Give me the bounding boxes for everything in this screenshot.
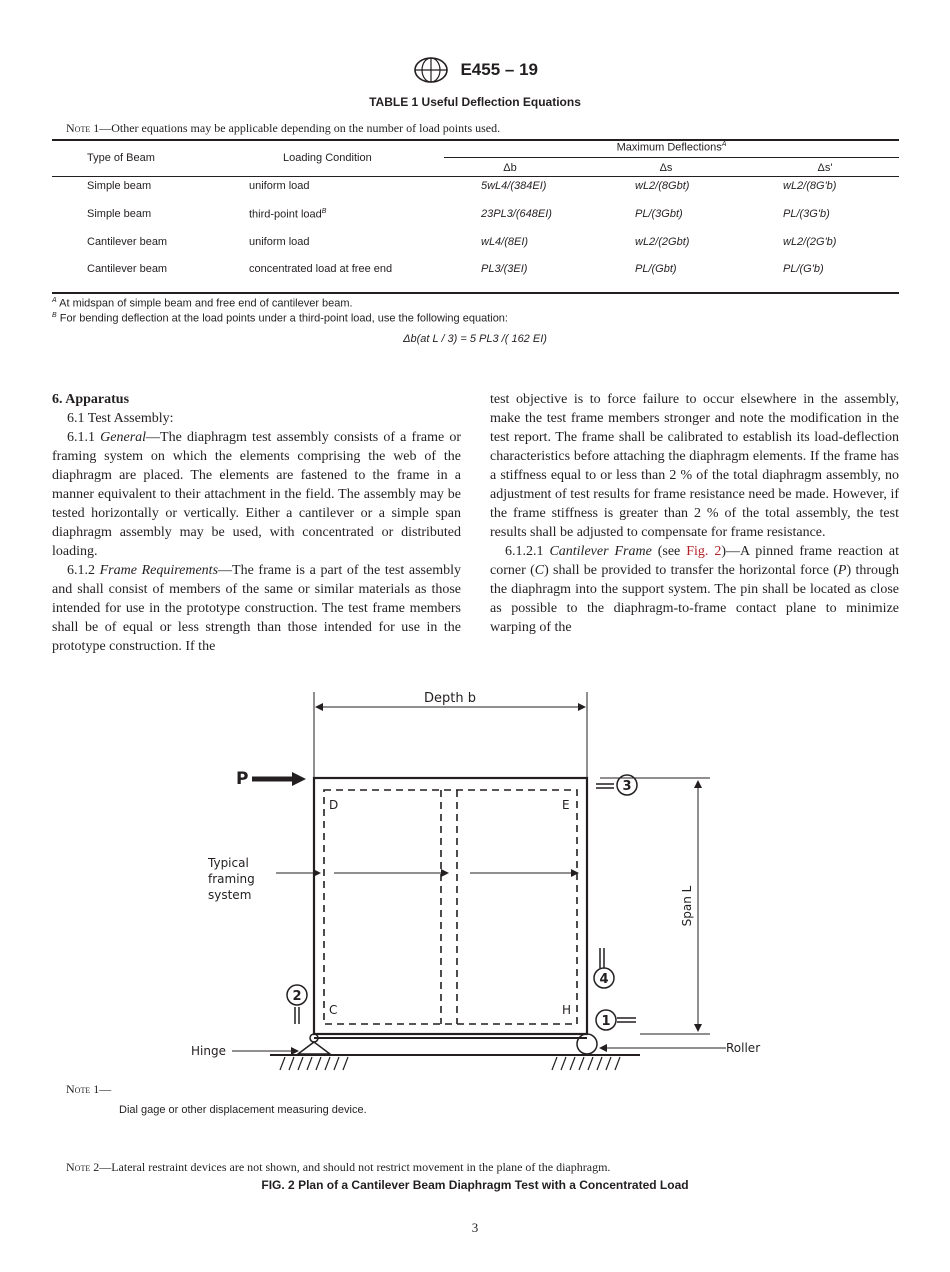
framing-system-dashed	[324, 790, 577, 1024]
col-header-type: Type of Beam	[87, 152, 155, 164]
row1-loading: uniform load	[249, 180, 310, 192]
p611-text: —The diaphragm test assembly consists of a frame or framing system on which the elements comprising the web of the diaphragm are placed. The elements are fastened to the frame in a manner equivalent to their attachment in the field. The assembly may be tested horizontally or vertically. Either a cantilever or a simple span diaphragm assembly may be used, with concentrated or distributed loading.	[52, 430, 461, 559]
footnote-b-text: For bending deflection at the load points under a third-point load, use the following equation:	[59, 312, 508, 325]
table-note-text: —Other equations may be applicable depending on the number of load points used.	[99, 121, 501, 135]
figure-note-2-text: —Lateral restraint devices are not shown, and should not restrict movement in the plane of the diaphragm.	[99, 1160, 611, 1174]
figure-caption: FIG. 2 Plan of a Cantilever Beam Diaphragm Test with a Concentrated Load	[261, 1178, 689, 1192]
row2-db: 23PL3/(648EI)	[481, 208, 552, 220]
dial-gage-description: Dial gage or other displacement measuring device.	[119, 1104, 367, 1116]
corner-d: D	[329, 798, 339, 812]
row3-ds2: wL2/(2G'b)	[783, 236, 837, 248]
p6121-b: ) shall be provided to transfer the horizontal force (	[544, 563, 838, 578]
figure-2-diagram	[0, 680, 950, 1080]
frame-outline	[314, 778, 587, 1034]
subsection-6-1	[52, 409, 461, 428]
corner-c: C	[329, 1003, 338, 1017]
hinge-label: Hinge	[191, 1044, 226, 1058]
p6121-c: C	[534, 563, 545, 578]
gauge-4-label: 4	[599, 972, 609, 987]
row2-type: Simple beam	[87, 208, 152, 220]
col-header-db: Δb	[503, 162, 517, 174]
row3-db: wL4/(8EI)	[481, 236, 529, 248]
footnote-b	[52, 312, 508, 325]
figure-note-1-label: Note 1	[66, 1082, 100, 1096]
p612-text: —The frame is a part of the test assembly and shall consist of members of the same or similar materials as those intended for use in the prototype construction. The test frame members shall be of equal or less strength than those intended for use in the prototype construction. If the	[52, 563, 461, 654]
row3-type: Cantilever beam	[87, 236, 168, 248]
row1-type: Simple beam	[87, 180, 152, 192]
table-header-rule	[52, 176, 899, 177]
row1-ds2: wL2/(8G'b)	[783, 180, 837, 192]
p6121-rest: ) through the diaphragm into the support system. The pin shall be located as close as possible to the diaphragm-to-frame contact plane to minimize warping of the	[490, 563, 899, 635]
row1-db: 5wL4/(384EI)	[481, 180, 547, 192]
paragraph-6-1-2-1	[490, 542, 899, 637]
right-column	[490, 390, 899, 637]
row3-loading: uniform load	[249, 236, 310, 248]
gauge-3-label: 3	[622, 779, 632, 794]
row2-ds: PL/(3Gbt)	[635, 208, 683, 220]
gauge-1-label: 1	[601, 1014, 611, 1029]
corner-h: H	[562, 1003, 572, 1017]
row4-loading: concentrated load at free end	[249, 263, 393, 275]
p6121-num: 6.1.2.1	[505, 544, 544, 559]
p612-title: Frame Requirements	[99, 563, 219, 578]
row2-loading	[249, 208, 326, 221]
gauge-2-label: 2	[292, 989, 302, 1004]
table-bottom-rule	[52, 292, 899, 294]
figure-note-2	[66, 1160, 610, 1175]
row1-ds: wL2/(8Gbt)	[635, 180, 690, 192]
p611-title: General	[100, 430, 147, 445]
figure-note-1-dash: —	[99, 1082, 112, 1096]
table-title: TABLE 1 Useful Deflection Equations	[369, 95, 581, 109]
paragraph-6-1-1	[52, 428, 461, 561]
astm-logo-icon	[412, 56, 450, 84]
page-header	[0, 56, 950, 84]
typical-label-2: framing	[208, 872, 255, 886]
deflection-equation: Δb(at L / 3) = 5 PL3 /( 162 EI)	[403, 333, 547, 345]
framing-outer-dashed	[324, 790, 577, 1024]
subsection-6-1-text: 6.1 Test Assembly:	[67, 411, 174, 426]
corner-e: E	[562, 798, 570, 812]
paragraph-6-1-2	[52, 561, 461, 656]
row2-loading-sup: B	[321, 208, 327, 215]
roller-label: Roller	[726, 1041, 761, 1055]
ground-hatch-right	[552, 1057, 620, 1070]
footnote-a	[52, 297, 353, 310]
span-label: Span L	[680, 885, 694, 927]
load-label: P	[236, 769, 249, 789]
row4-ds: PL/(Gbt)	[635, 263, 677, 275]
typical-label-3: system	[208, 888, 252, 902]
section-heading: 6. Apparatus	[52, 392, 130, 407]
p612-num: 6.1.2	[67, 563, 95, 578]
p6121-title: Cantilever Frame	[549, 544, 652, 559]
typical-label-1: Typical	[208, 856, 249, 870]
depth-label: Depth b	[424, 691, 476, 706]
standard-designation: E455 – 19	[460, 60, 538, 79]
table-note-label: Note 1	[66, 121, 100, 135]
col-header-max	[444, 141, 899, 154]
p611-num: 6.1.1	[67, 430, 95, 445]
ground-hatch-left	[280, 1057, 348, 1070]
row2-ds2: PL/(3G'b)	[783, 208, 830, 220]
paragraph-continued: test objective is to force failure to occur elsewhere in the assembly, make the test frame members stronger and note the modification in the test report. The frame shall be calibrated to establish its load-deflection characteristics before attaching the diaphragm elements. If the frame has a stiffness equal to or less than 2 % of the total diaphragm assembly, no adjustment of test results for frame resistance need be made. However, if the frame stiffness is greater than 2 % of the total assembly, the test results shall be adjusted to compensate for frame resistance.	[490, 392, 899, 540]
table-note	[66, 121, 500, 136]
footnote-b-mark: B	[52, 312, 57, 319]
left-column	[52, 390, 461, 656]
footnote-a-text: At midspan of simple beam and free end of cantilever beam.	[59, 297, 353, 310]
p6121-a: )—A pinned frame reaction at corner (	[490, 544, 900, 578]
load-arrow-head	[292, 772, 306, 786]
col-header-max-sup: A	[721, 141, 727, 148]
p6121-p: P	[837, 563, 847, 578]
row4-type: Cantilever beam	[87, 263, 168, 275]
p6121-see: (see	[657, 544, 681, 559]
col-header-loading: Loading Condition	[283, 152, 372, 164]
col-header-ds2: Δs'	[817, 162, 833, 174]
row3-ds: wL2/(2Gbt)	[635, 236, 690, 248]
page-number: 3	[471, 1220, 479, 1235]
hinge-support	[298, 1042, 330, 1054]
figure-note-1	[66, 1082, 111, 1097]
row4-ds2: PL/(G'b)	[783, 263, 824, 275]
table-group-rule	[444, 157, 899, 158]
col-header-ds: Δs	[659, 162, 673, 174]
figure-note-2-label: Note 2	[66, 1160, 100, 1174]
col-header-max-text: Maximum Deflections	[616, 141, 722, 154]
footnote-a-mark: A	[52, 297, 57, 304]
fig2-link[interactable]: Fig. 2	[686, 544, 722, 559]
row4-db: PL3/(3EI)	[481, 263, 528, 275]
row2-loading-text: third-point load	[249, 208, 322, 221]
